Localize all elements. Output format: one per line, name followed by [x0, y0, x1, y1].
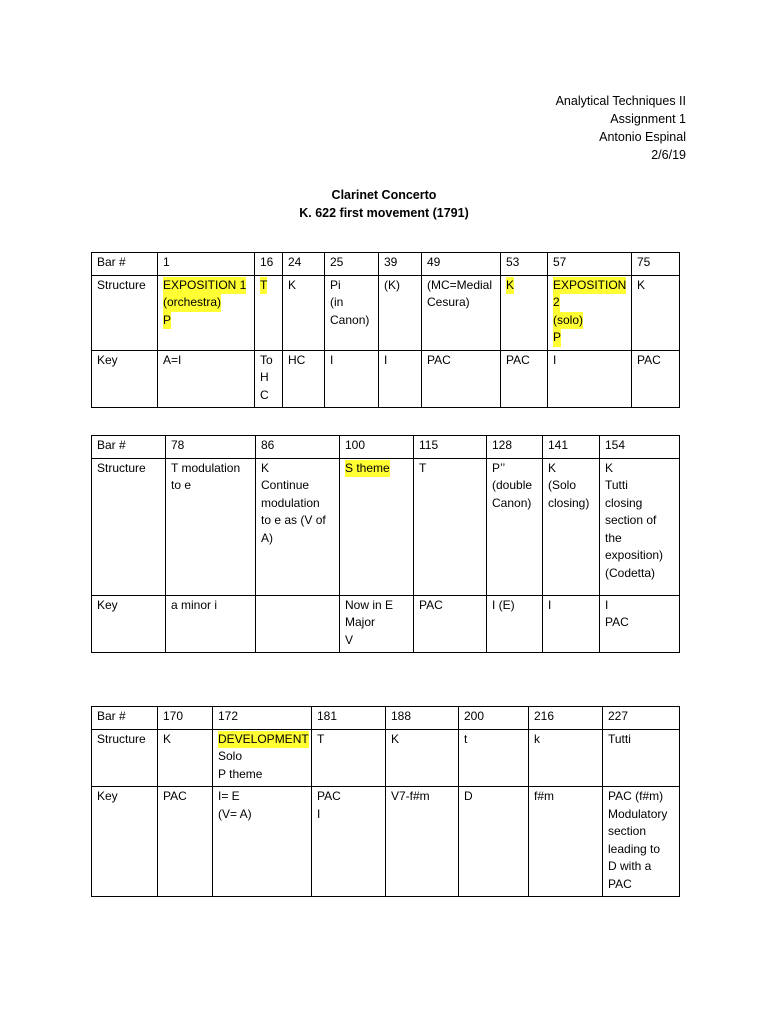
key-cell — [422, 350, 501, 408]
structure-line: DEVELOPMENT — [218, 731, 309, 749]
bar-cell: 216 — [529, 707, 603, 730]
structure-cell — [459, 729, 529, 787]
bar-cell: 128 — [487, 436, 543, 459]
structure-row-label: Structure — [92, 458, 166, 595]
key-line: To — [260, 352, 273, 367]
structure-line: K — [605, 460, 614, 475]
key-line: a minor i — [171, 597, 218, 612]
key-line: HC — [288, 352, 306, 367]
key-cell — [487, 595, 543, 653]
structure-line: P’’ — [492, 460, 506, 475]
structure-line: Pi — [330, 277, 341, 292]
structure-line: Canon) — [492, 495, 532, 510]
bar-cell: 100 — [340, 436, 414, 459]
assignment-label: Assignment 1 — [610, 112, 686, 126]
key-cell — [312, 787, 386, 897]
structure-cell — [166, 458, 256, 595]
bar-cell: 57 — [548, 253, 632, 276]
structure-row-label: Structure — [92, 275, 158, 350]
structure-cell — [529, 729, 603, 787]
key-line: Modulatory — [608, 806, 668, 821]
key-row — [92, 350, 680, 408]
structure-line: Cesura) — [427, 295, 470, 309]
structure-cell — [312, 729, 386, 787]
bar-cell: 86 — [256, 436, 340, 459]
structure-line: K — [261, 460, 270, 475]
key-line: A=I — [163, 352, 182, 367]
key-cell — [158, 787, 213, 897]
structure-cell — [325, 275, 379, 350]
bar-cell: 200 — [459, 707, 529, 730]
key-line: I — [330, 352, 334, 367]
structure-line: to e as (V of — [261, 513, 326, 527]
bar-row-label: Bar # — [92, 253, 158, 276]
structure-line: section of — [605, 513, 657, 527]
document-date: 2/6/19 — [651, 148, 686, 162]
movement-title: K. 622 first movement (1791) — [299, 206, 469, 220]
bar-row — [92, 253, 680, 276]
key-cell — [255, 350, 283, 408]
bar-cell: 39 — [379, 253, 422, 276]
structure-line: EXPOSITION 1 — [163, 277, 246, 295]
bar-row — [92, 436, 680, 459]
structure-line: EXPOSITION — [553, 277, 626, 295]
bar-cell: 172 — [213, 707, 312, 730]
bar-cell: 75 — [632, 253, 680, 276]
key-line: I — [605, 597, 609, 612]
structure-line: to e — [171, 478, 192, 492]
structure-line: (orchestra) — [163, 294, 221, 312]
key-cell — [158, 350, 255, 408]
structure-line: Tutti — [605, 478, 628, 492]
structure-row — [92, 275, 680, 350]
structure-line: 2 — [553, 294, 560, 312]
structure-cell — [600, 458, 680, 595]
structure-cell — [548, 275, 632, 350]
key-line: PAC — [605, 615, 629, 629]
structure-cell — [255, 275, 283, 350]
key-line: Major — [345, 615, 376, 629]
structure-line: T modulation — [171, 460, 241, 475]
key-cell — [543, 595, 600, 653]
bar-cell: 181 — [312, 707, 386, 730]
structure-line: T — [260, 277, 267, 295]
bar-cell: 115 — [414, 436, 487, 459]
key-cell — [632, 350, 680, 408]
key-line: PAC — [163, 789, 187, 803]
key-line: leading to — [608, 841, 661, 856]
key-row-label: Key — [92, 595, 166, 653]
structure-line: (double — [492, 478, 533, 492]
structure-line: the — [605, 530, 622, 545]
structure-cell — [340, 458, 414, 595]
structure-line: K — [548, 460, 557, 475]
key-line: HC — [260, 370, 269, 402]
structure-line: Canon) — [330, 312, 370, 327]
key-cell — [529, 787, 603, 897]
structure-line: K — [288, 277, 297, 292]
structure-line: k — [534, 731, 540, 746]
key-line: PAC — [506, 352, 530, 367]
key-cell — [459, 787, 529, 897]
key-line: I — [317, 806, 321, 821]
structure-line: (Solo — [548, 478, 577, 492]
key-cell — [256, 595, 340, 653]
structure-cell — [632, 275, 680, 350]
key-row — [92, 595, 680, 653]
key-cell — [414, 595, 487, 653]
structure-line: T — [419, 460, 427, 475]
key-cell — [501, 350, 548, 408]
structure-cell — [379, 275, 422, 350]
key-line: f#m — [534, 789, 555, 803]
structure-cell — [213, 729, 312, 787]
structure-row-label: Structure — [92, 729, 158, 787]
key-cell — [548, 350, 632, 408]
bar-cell: 53 — [501, 253, 548, 276]
document-title — [0, 186, 768, 222]
key-line: PAC — [637, 352, 661, 367]
key-line: PAC — [608, 876, 632, 891]
structure-cell — [501, 275, 548, 350]
structure-line: modulation — [261, 495, 320, 510]
bar-cell: 154 — [600, 436, 680, 459]
bar-cell: 1 — [158, 253, 255, 276]
bar-cell: 16 — [255, 253, 283, 276]
key-line: (V= A) — [218, 806, 252, 821]
key-line: I — [384, 352, 388, 367]
bar-row-label: Bar # — [92, 436, 166, 459]
key-cell — [283, 350, 325, 408]
key-line: PAC (f#m) — [608, 789, 664, 803]
bar-cell: 170 — [158, 707, 213, 730]
analysis-table-transition — [91, 435, 680, 653]
key-cell — [386, 787, 459, 897]
key-cell — [603, 787, 680, 897]
key-cell — [600, 595, 680, 653]
structure-line: (solo) — [553, 312, 583, 330]
key-line: I — [548, 597, 552, 612]
structure-cell — [256, 458, 340, 595]
structure-line: P theme — [218, 766, 263, 781]
key-line: D — [464, 789, 473, 803]
structure-cell — [158, 275, 255, 350]
structure-cell — [158, 729, 213, 787]
key-row — [92, 787, 680, 897]
structure-cell — [414, 458, 487, 595]
structure-line: t — [464, 731, 468, 746]
structure-line: Solo — [218, 749, 243, 763]
structure-line: (in — [330, 295, 344, 309]
structure-cell — [543, 458, 600, 595]
key-row-label: Key — [92, 787, 158, 897]
structure-line: Continue — [261, 478, 310, 492]
key-line: Now in E — [345, 597, 394, 612]
key-line: PAC — [419, 597, 443, 612]
structure-cell — [386, 729, 459, 787]
structure-line: exposition) — [605, 548, 664, 562]
key-line: I — [553, 352, 557, 367]
structure-line: (MC=Medial — [427, 277, 493, 292]
structure-cell — [603, 729, 680, 787]
structure-cell — [283, 275, 325, 350]
structure-line: A) — [261, 530, 273, 545]
key-cell — [166, 595, 256, 653]
analysis-table-exposition — [91, 252, 680, 408]
structure-cell — [487, 458, 543, 595]
analysis-table-development — [91, 706, 680, 897]
bar-cell: 227 — [603, 707, 680, 730]
author-name: Antonio Espinal — [599, 130, 686, 144]
key-cell — [325, 350, 379, 408]
structure-row — [92, 458, 680, 595]
key-line: I (E) — [492, 597, 515, 612]
key-line: D with a — [608, 859, 652, 873]
structure-line: Tutti — [608, 731, 631, 746]
structure-line: S theme — [345, 460, 390, 478]
structure-line: K — [506, 277, 514, 295]
course-name: Analytical Techniques II — [555, 94, 686, 108]
structure-line: P — [553, 329, 561, 347]
structure-line: K — [163, 731, 172, 746]
key-line: PAC — [427, 352, 451, 367]
piece-title: Clarinet Concerto — [331, 188, 437, 202]
key-line: V7-f#m — [391, 789, 430, 803]
key-line: I= E — [218, 789, 240, 803]
structure-line: P — [163, 312, 171, 330]
structure-row — [92, 729, 680, 787]
structure-line: (K) — [384, 277, 400, 292]
bar-row-label: Bar # — [92, 707, 158, 730]
structure-line: T — [317, 731, 325, 746]
bar-cell: 25 — [325, 253, 379, 276]
structure-line: K — [391, 731, 400, 746]
bar-cell: 141 — [543, 436, 600, 459]
structure-line: K — [637, 277, 646, 292]
bar-cell: 24 — [283, 253, 325, 276]
bar-cell: 188 — [386, 707, 459, 730]
key-line: PAC — [317, 789, 341, 803]
key-cell — [213, 787, 312, 897]
structure-cell — [422, 275, 501, 350]
bar-cell: 78 — [166, 436, 256, 459]
structure-line: (Codetta) — [605, 565, 656, 580]
structure-line: closing — [605, 495, 643, 510]
key-line: section — [608, 824, 647, 838]
bar-cell: 49 — [422, 253, 501, 276]
structure-line: closing) — [548, 495, 590, 510]
key-cell — [340, 595, 414, 653]
bar-row — [92, 707, 680, 730]
key-cell — [379, 350, 422, 408]
document-header — [556, 92, 686, 164]
key-line: V — [345, 632, 354, 647]
key-row-label: Key — [92, 350, 158, 408]
